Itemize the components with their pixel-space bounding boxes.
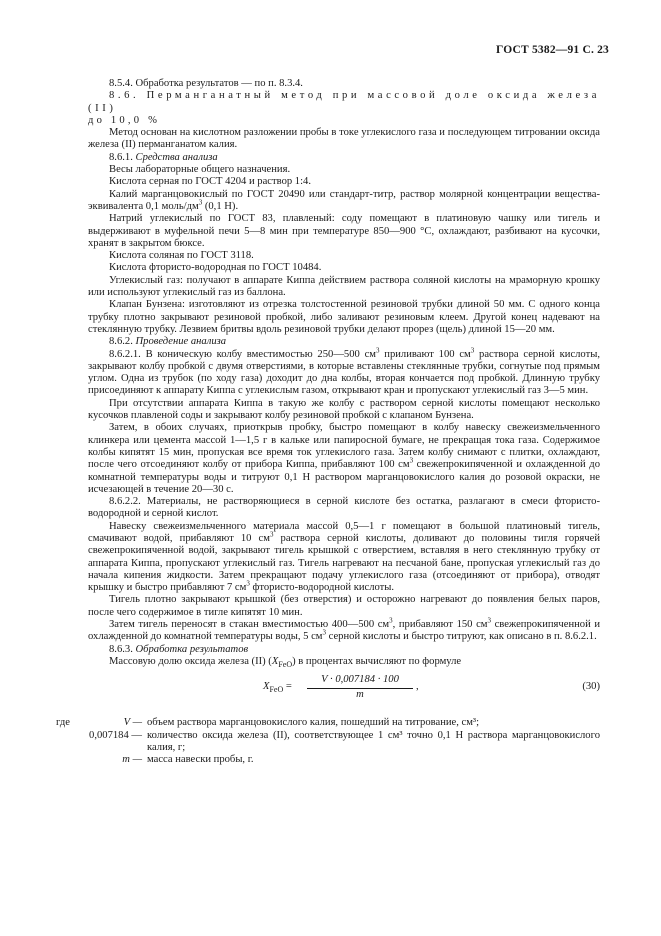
formula-fraction: [307, 674, 413, 701]
formula-subscript: FeO: [269, 685, 284, 695]
paragraph: Кислота серная по ГОСТ 4204 и раствор 1:4.: [109, 176, 311, 188]
where-symbol: m —: [122, 754, 142, 766]
where-text: объем раствора марганцовокислого калия, пошедший на титрование, см³;: [147, 717, 480, 729]
superscript: 3: [487, 616, 491, 625]
text-span: серной кислоты и быстро титруют, как описано в п. 8.6.2.1.: [326, 631, 597, 643]
document-body: [56, 78, 601, 767]
paragraph: 8.6.2.2. Материалы, не растворяющиеся в серной кислоте без остатка, разлагают в смеси фтористо-водородной и серной кислот.: [88, 496, 600, 520]
paragraph: [88, 189, 600, 214]
subsection-number: 8.6.1.: [109, 151, 133, 163]
page-header: ГОСТ 5382—91 С. 23: [496, 44, 609, 56]
superscript: 3: [409, 456, 414, 465]
subsection-heading: [88, 336, 600, 348]
subsection-title: Средства анализа: [135, 151, 218, 163]
paragraph: При отсутствии аппарата Киппа в такую же колбу с раствором серной кислоты помещают несколько кусочков плавленой соды и закрывают колбу резиновой пробкой с клапаном Бунзена.: [88, 397, 600, 422]
section-heading-cont: до 10,0 %: [88, 114, 161, 126]
where-symbol: V —: [123, 717, 142, 729]
superscript: 3: [470, 346, 475, 354]
subsection-heading: [88, 644, 600, 656]
paragraph: Натрий углекислый по ГОСТ 83, плавленый: соду помещают в платиновую чашку или тигель и выдерживают в муфельной печи 5—8 мин при температуре 850—900 °С, охлаждают, разбивают на кусочки, хранят в закрытом бюксе.: [88, 213, 600, 249]
where-label: где: [56, 717, 70, 729]
formula-lhs: [263, 681, 292, 696]
text-span: приливают 100 см: [379, 348, 471, 360]
text-span: свежепрокипяченной и охлажденной до комнатной температуры воды и титруют 0,1 Н раствором марганцовокислого калия до розовой окраски, не исчезающей в течение 20—30 с.: [88, 459, 600, 495]
text-span: фтористо-водородной кислоты.: [249, 582, 395, 594]
paragraph: Метод основан на кислотном разложении пробы в токе углекислого газа и последующем титровании оксида железа (II) перманганатом калия.: [88, 127, 600, 151]
subsection-heading: [88, 152, 600, 164]
paragraph: Углекислый газ: получают в аппарате Киппа действием раствора соляной кислоты на мраморную крошку или используют углекислый газ из баллона.: [88, 274, 600, 299]
where-text: количество оксида железа (II), соответствующее 1 см³ точно 0,1 Н раствора марганцовокислого калия, г;: [147, 729, 600, 753]
formula-variable: X: [263, 681, 270, 693]
subsection-number: 8.6.3.: [109, 643, 133, 655]
paragraph: [88, 521, 600, 595]
text-span: раствора серной кислоты, доливают до половины тигля горячей свежепрокипяченной водой, закрывают тигель крышкой с отверстием, вставляя в него стеклянную трубку от аппарата Киппа, пропускают углекислый газ. Тигель нагревают на песчаной бане, пропуская углекислый газ до начала кипения жидкости. Затем прекращают подачу углекислого газа (отсоединяют от прибора), отводят крышку и быстро прибавляют 7 см: [88, 532, 601, 594]
formula: [88, 673, 600, 713]
text-span: , прибавляют 150 см: [392, 619, 488, 631]
paragraph: [88, 346, 600, 398]
paragraph: Весы лабораторные общего назначения.: [109, 164, 291, 176]
paragraph: Клапан Бунзена: изготовляют из отрезка толстостенной резиновой трубки длиной 50 мм. С одного конца трубку плотно закрывают резиновой пробкой, либо заливают резиновым клеем. Другой конец надевают на стеклянную трубку. Лезвием бритвы вдоль резиновой трубки делают прорез (щель) длиной 15—20 мм.: [88, 299, 600, 335]
where-text: масса навески пробы, г.: [147, 754, 254, 766]
text-span: ) в процентах вычисляют по формуле: [292, 655, 462, 667]
subscript: FeO: [278, 660, 293, 670]
paragraph: [88, 616, 601, 644]
paragraph: Кислота фтористо-водородная по ГОСТ 10484.: [109, 262, 322, 274]
subsection-number: 8.6.2.: [109, 336, 133, 348]
paragraph: Кислота соляная по ГОСТ 3118.: [109, 250, 254, 262]
paragraph: [88, 656, 600, 671]
text-span: Затем, в обоих случаях, приоткрыв пробку, быстро помещают в колбу навеску свежеизмельченного клинкера или цемента массой 1—1,5 г в кальке или папиросной бумаге, не прекращая тока газа. Содержимое колбы кипятят 15 мин, пропуская все время ток углекислого газа. Затем колбу снимают с плитки, охлаждают, после чего отсоединяют колбу от прибора Киппа, прибавляют 100 см: [88, 422, 600, 471]
paragraph: Тигель плотно закрывают крышкой (без отверстия) и осторожно нагревают до появления белых паров, после чего содержимое в тигле кипятят 10 мин.: [88, 594, 600, 618]
section-heading: 8.6. Перманганатный метод при массовой доле оксида железа (II): [88, 90, 600, 114]
where-row: [56, 754, 600, 766]
formula-equals: =: [283, 681, 292, 693]
text-span: Затем тигель переносят в стакан вместимостью 400—500 см: [109, 619, 390, 631]
text-span: Калий марганцовокислый по ГОСТ 20490 или стандарт-титр, раствор молярной концентрации вещества-эквивалента 0,1 моль/дм: [88, 188, 600, 212]
where-symbol: 0,007184 —: [89, 729, 142, 741]
where-row: [56, 730, 600, 755]
text-span: (0,1 Н).: [202, 200, 239, 212]
paragraph: [88, 422, 600, 496]
formula-comma: ,: [416, 681, 419, 693]
paragraph: 8.5.4. Обработка результатов — по п. 8.3.4.: [109, 78, 303, 89]
where-block: [56, 717, 600, 766]
superscript: 3: [246, 579, 250, 588]
formula-denominator: m: [356, 688, 364, 700]
text-span: Навеску свежеизмельченного материала массой 0,5—1 г помещают в большой платиновый тигель, смачивают водой, прибавляют 10 см: [88, 520, 600, 544]
variable: X: [271, 655, 279, 667]
text-span: Массовую долю оксида железа (II) (: [109, 655, 272, 667]
superscript: 3: [269, 530, 274, 539]
text-span: свежепрокипяченной и охлажденной до комнатной температуры воды, 5 см: [88, 619, 601, 643]
where-row: [56, 717, 600, 729]
superscript: 3: [376, 346, 380, 354]
formula-number: (30): [582, 681, 600, 693]
text-span: 8.6.2.1. В коническую колбу вместимостью 250—500 см: [109, 348, 376, 360]
subsection-title: Обработка результатов: [135, 643, 249, 655]
text-span: раствора серной кислоты, закрывают колбу пробкой с двумя отверстиями, в которые вставлены стеклянные трубки, согнутые под прямым углом. Одна из трубок (по ходу газа) доходит до дна колбы, вторая кончается под пробкой. Длинную трубку присоединяют к аппарату Киппа с углекислым газом, открывают кран и пропускают углекислый газ 3—5 мин.: [88, 348, 600, 397]
superscript: 3: [389, 616, 393, 625]
superscript: 3: [198, 198, 203, 207]
formula-numerator: V · 0,007184 · 100: [307, 674, 413, 688]
subsection-title: Проведение анализа: [135, 336, 227, 348]
superscript: 3: [322, 628, 326, 637]
